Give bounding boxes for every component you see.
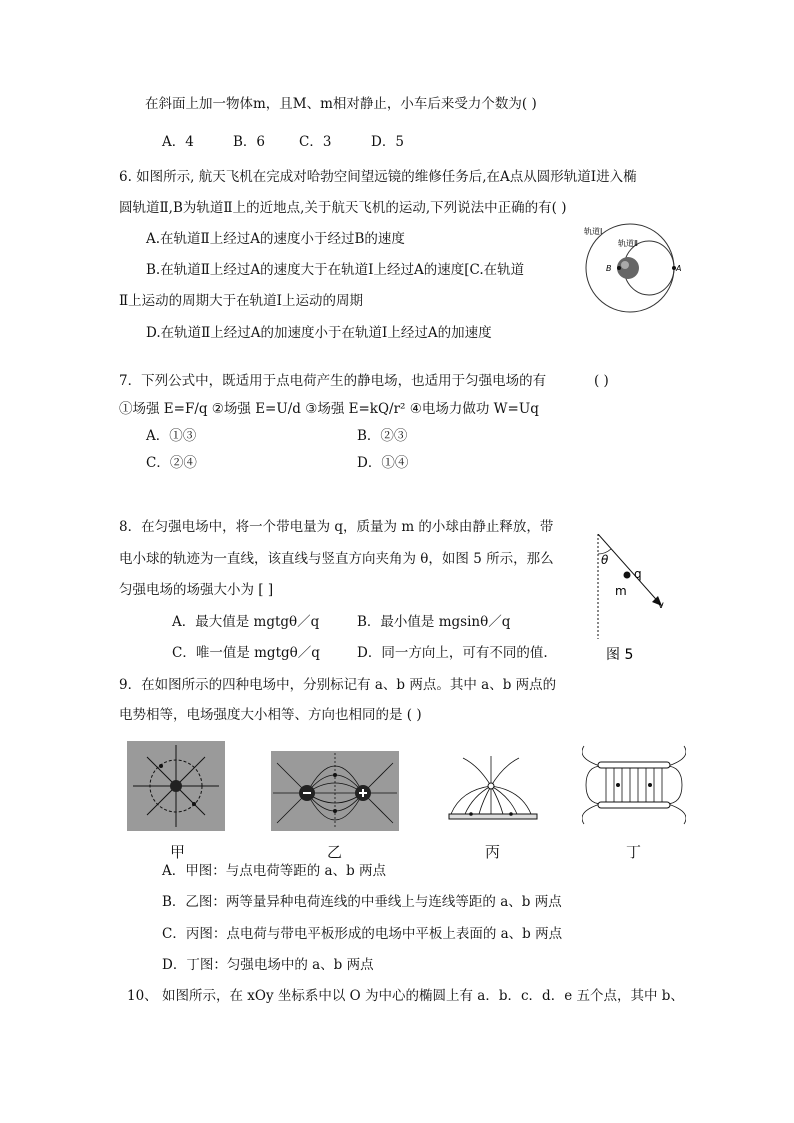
q9-stem-line1: 9．在如图所示的四种电场中，分别标记有 a、b 两点。其中 a、b 两点的 (119, 677, 557, 693)
incline-charge-figure (588, 534, 678, 664)
m-label: m (615, 584, 627, 598)
q9-option-a: A．甲图：与点电荷等距的 a、b 两点 (162, 863, 387, 879)
field-figure-yi (271, 751, 399, 831)
point-a-label: A (676, 264, 682, 273)
q10-stem: 10、 如图所示，在 xOy 坐标系中以 O 为中心的椭圆上有 a．b．c．d．e 五个点，其中 b、 (127, 988, 684, 1004)
q9-option-d: D．丁图：匀强电场中的 a、b 两点 (162, 957, 374, 973)
q9-stem-line2: 电势相等，电场强度大小相等、方向也相同的是 ( ) (119, 707, 422, 723)
q6-option-a: A.在轨道Ⅱ上经过A的速度小于经过B的速度 (146, 231, 405, 247)
q9-option-c: C．丙图：点电荷与带电平板形成的电场中平板上表面的 a、b 两点 (162, 926, 563, 942)
q8-option-d: D．同一方向上，可有不同的值. (357, 645, 548, 661)
q6-option-bc-line1: B.在轨道Ⅱ上经过A的速度大于在轨道Ⅰ上经过A的速度[C.在轨道 (146, 262, 525, 278)
q7-formulas: ①场强 E=F/q ②场强 E=U/d ③场强 E=kQ/r² ④电场力做功 W=Uq (119, 401, 539, 417)
q7-paren: ( ) (594, 373, 609, 389)
q7-option-b: B．②③ (357, 428, 408, 444)
caption-jia: 甲 (170, 843, 186, 861)
bottom-plate (598, 802, 670, 808)
orbit-1-label: 轨道Ⅰ (584, 227, 603, 236)
q9-option-b: B．乙图：两等量异种电荷连线的中垂线上与连线等距的 a、b 两点 (162, 894, 562, 910)
trajectory-line (598, 534, 662, 606)
q6-stem-line2: 圆轨道Ⅱ,B为轨道Ⅱ上的近地点,关于航天飞机的运动,下列说法中正确的有( ) (119, 200, 567, 216)
theta-label: θ (601, 553, 609, 567)
field-figure-jia (127, 741, 225, 831)
caption-ding: 丁 (626, 843, 642, 861)
q5-option-d: D．5 (371, 134, 404, 150)
orbit-2-label: 轨道Ⅱ (618, 239, 638, 248)
q6-option-bc-line2: Ⅱ上运动的周期大于在轨道Ⅰ上运动的周期 (119, 293, 364, 309)
top-plate (598, 762, 670, 768)
q8-stem-line3: 匀强电场的场强大小为 [ ] (119, 582, 274, 598)
point-charge (170, 780, 182, 792)
q6-stem-line1: 6. 如图所示, 航天飞机在完成对哈勃空间望远镜的维修任务后,在A点从圆形轨道Ⅰ进入椭 (119, 169, 637, 185)
caption-yi: 乙 (327, 843, 343, 861)
q5-stem: 在斜面上加一物体m，且M、m相对静止，小车后来受力个数为( ) (145, 96, 537, 112)
field-figure-ding (582, 744, 686, 826)
q8-stem-line1: 8．在匀强电场中，将一个带电量为 q，质量为 m 的小球由静止释放，带 (119, 519, 554, 535)
caption-bing: 丙 (485, 843, 501, 861)
orbit-figure (584, 222, 684, 318)
q7-option-a: A．①③ (146, 428, 197, 444)
q8-option-a: A．最大值是 mgtgθ／q (172, 614, 320, 630)
point-b-marker (617, 266, 621, 270)
field-figure-bing (443, 756, 543, 826)
q6-option-d: D.在轨道Ⅱ上经过A的加速度小于在轨道Ⅰ上经过A的加速度 (146, 325, 492, 341)
v-label: v (658, 600, 664, 611)
point-b-label: B (606, 264, 612, 273)
charged-plate (449, 814, 537, 819)
q5-option-b: B．6 (233, 134, 266, 150)
q-label: q (634, 567, 642, 581)
q8-option-c: C．唯一值是 mgtgθ／q (172, 645, 320, 661)
q5-option-c: C．3 (299, 134, 332, 150)
q5-option-a: A．4 (162, 134, 194, 150)
charged-ball (624, 572, 631, 579)
q7-option-c: C．②④ (146, 455, 197, 471)
q8-stem-line2: 电小球的轨迹为一直线，该直线与竖直方向夹角为 θ，如图 5 所示，那么 (119, 551, 554, 567)
q7-option-d: D．①④ (357, 455, 409, 471)
q7-stem: 7．下列公式中，既适用于点电荷产生的静电场，也适用于匀强电场的有 (119, 373, 547, 389)
point-charge (488, 783, 494, 789)
q8-option-b: B．最小值是 mgsinθ／q (357, 614, 511, 630)
figure-5-caption: 图 5 (606, 647, 634, 663)
